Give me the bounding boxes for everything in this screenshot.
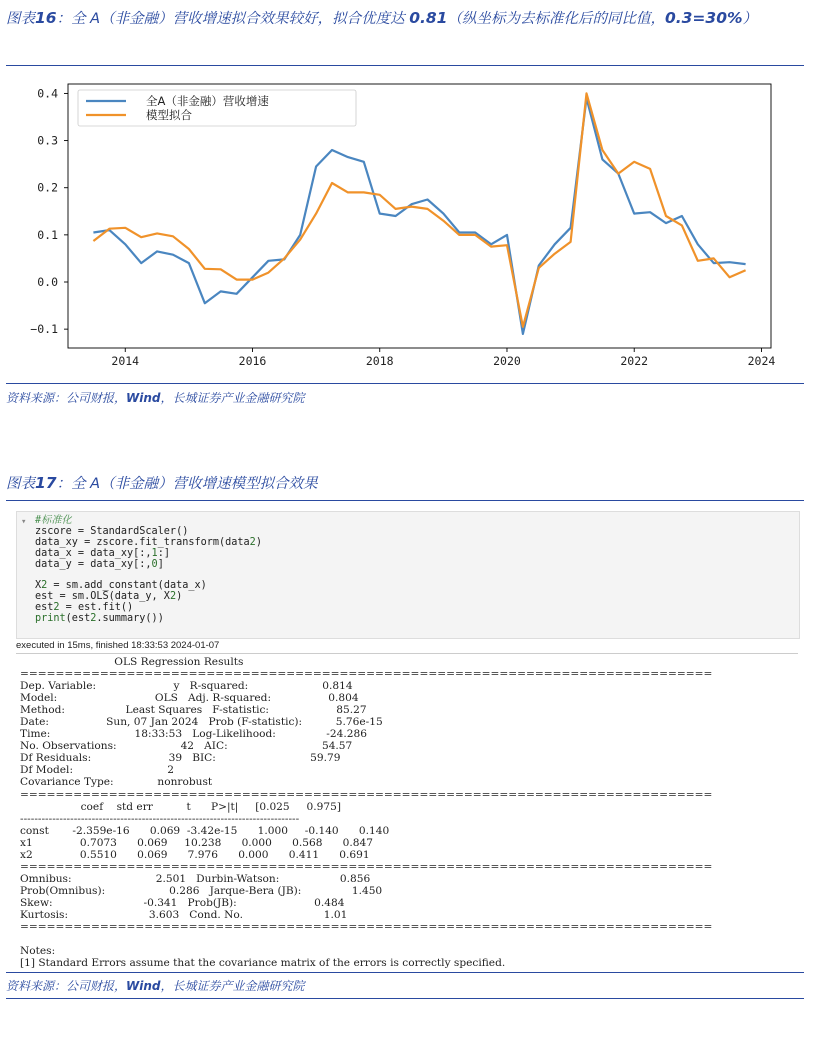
figure-label: 图表 [6,11,35,27]
y-tick-label: 0.3 [37,133,58,148]
source-wind: Wind [126,979,161,993]
source-rule-bottom [6,998,804,999]
x-tick-label: 2022 [620,354,649,368]
title-rule [6,65,804,66]
code-cell[interactable] [16,511,800,639]
y-tick-label: 0.2 [37,180,58,195]
x-tick-label: 2016 [238,354,267,368]
code-text[interactable]: #标准化 zscore = StandardScaler() data_xy = zscore.fit_transform(data2) data_x = data_xy[:,1:] data_y = data_xy[:,0] X2 = sm.add_constant(data_x) est = sm.OLS(data_y, X2) est2 = est.fit() print(est2.summary()) [35,515,262,625]
figure-number: 17 [35,474,57,492]
cell-output-divider [16,653,798,654]
x-tick-label: 2024 [747,354,776,368]
figure-17-title [6,471,807,496]
y-tick-label: 0.4 [37,86,58,101]
source-suffix: ，长城证券产业金融研究院 [160,979,305,993]
source-suffix: ，长城证券产业金融研究院 [160,391,305,405]
revenue-growth-line-chart [6,72,806,377]
series-line-2 [93,93,745,326]
figure-title-text: ：全 A（非金融）营收增速模型拟合效果 [56,476,318,492]
y-tick-label: 0.1 [37,227,58,242]
collapse-toggle-icon[interactable]: ▾ [21,517,27,527]
source-note [6,389,305,406]
legend-label: 模型拟合 [146,108,192,122]
series-line-1 [93,98,745,334]
figure-number: 16 [35,9,57,27]
figure-title-end: ） [742,11,758,27]
source-wind: Wind [126,391,161,405]
x-tick-label: 2014 [111,354,140,368]
figure-title-value: 0.81 [409,9,448,27]
source-rule-top [6,972,804,973]
figure-title-example: 0.3=30% [664,9,743,27]
figure-title-tail: （纵坐标为去标准化后的同比值， [447,11,665,27]
x-tick-label: 2020 [493,354,521,368]
source-rule-top [6,383,804,384]
execution-status: executed in 15ms, finished 18:33:53 2024-01-07 [16,640,220,651]
source-prefix: 资料来源：公司财报， [6,979,127,993]
source-note [6,977,305,994]
figure-title-text: ：全 A（非金融）营收增速拟合效果较好，拟合优度达 [56,11,405,27]
source-prefix: 资料来源：公司财报， [6,391,127,405]
y-tick-label: 0.0 [37,275,58,289]
figure-label: 图表 [6,476,35,492]
y-tick-label: −0.1 [30,322,58,337]
legend-label: 全A（非金融）营收增速 [146,94,269,108]
ols-summary-output: OLS Regression Results ============================================================================== Dep. Variable: y R-squared: 0.814 Model: OLS Adj. R-squared: 0.804 Method: Least Squares F-statistic: 85.27 Date: Sun, 07 Jan 2024 Prob (F-statistic): 5.76e-15 Time: 18:33:53 Log-Likelihood: -24.286 No. Observations: 42 AIC: 54.57 Df Residuals: 39 BIC: 59.79 Df Model: 2 Covariance Type: nonrobust ============================================================================== coef std err t P>|t| [0.025 0.975] ------------------------------------------------------------------------------ const -2.359e-16 0.069 -3.42e-15 1.000 -0.140 0.140 x1 0.7073 0.069 10.238 0.000 0.568 0.847 x2 0.5510 0.069 7.976 0.000 0.411 0.691 ============================================================================== Omnibus: 2.501 Durbin-Watson: 0.856 Prob(Omnibus): 0.286 Jarque-Bera (JB): 1.450 Skew: -0.341 Prob(JB): 0.484 Kurtosis: 3.603 Cond. No. 1.01 ============================================================================== Notes: [1] Standard Errors assume that the covariance matrix of the errors is correctly specified. [20,656,713,970]
x-tick-label: 2018 [365,354,394,368]
figure-16-title [6,6,807,31]
title-rule [6,500,804,501]
